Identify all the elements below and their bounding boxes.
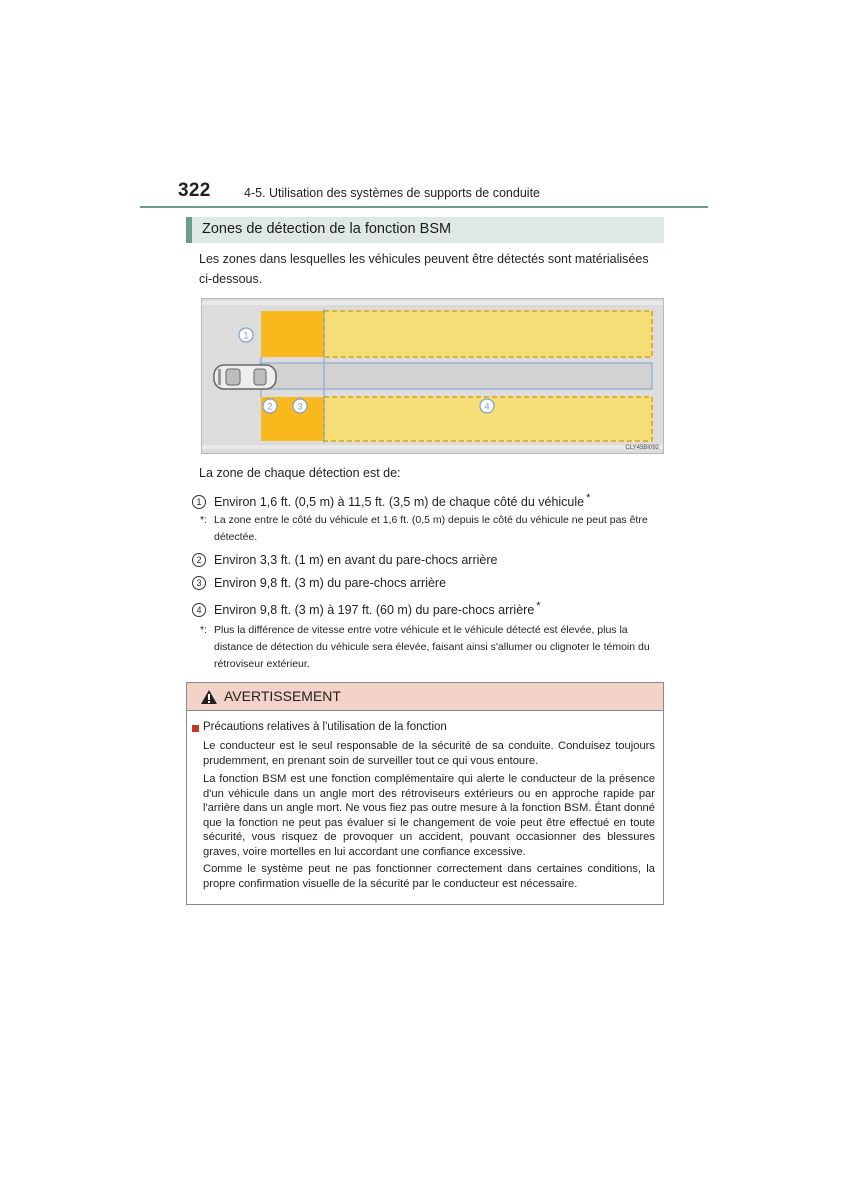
footnote-star: * (536, 600, 541, 612)
item-marker: 3 (192, 576, 206, 590)
page-number: 322 (178, 180, 211, 201)
svg-text:2: 2 (267, 401, 273, 412)
subsection-bar (186, 217, 664, 243)
list-item (192, 489, 590, 511)
lane-edge (202, 301, 663, 305)
car-icon (214, 365, 276, 389)
list-item (192, 551, 497, 569)
list-item (192, 574, 446, 592)
warning-heading: Précautions relatives à l'utilisation de la fonction (203, 721, 447, 733)
item-marker: 1 (192, 495, 206, 509)
footnote-text: Plus la différence de vitesse entre votre véhicule et le véhicule détecté est élevée, plus la distance de détection du véhicule sera élevée, faisant ainsi s'allumer ou clignoter le témoin du rétroviseur extérieur. (214, 624, 650, 670)
marker-4 (480, 399, 494, 413)
item-text: Environ 1,6 ft. (0,5 m) à 11,5 ft. (3,5 m) de chaque côté du véhicule (214, 495, 585, 509)
zone-4-upper (324, 311, 652, 357)
section-title: 4-5. Utilisation des systèmes de supports de conduite (244, 186, 540, 200)
item-marker: 2 (192, 553, 206, 567)
item-text: Environ 9,8 ft. (3 m) du pare-chocs arrière (214, 576, 447, 590)
subsection-title: Zones de détection de la fonction BSM (202, 221, 452, 237)
header-rule (140, 206, 708, 208)
detection-zone-diagram (201, 298, 664, 454)
guide-band (260, 363, 652, 389)
footnote-mark: *: (200, 514, 208, 526)
warning-triangle-icon (200, 689, 218, 705)
bullet-square (192, 725, 199, 732)
warning-header (187, 683, 663, 711)
zone-1 (261, 311, 324, 357)
marker-2 (263, 399, 277, 413)
footnote-mark: *: (200, 624, 208, 636)
warning-box (186, 682, 664, 905)
svg-text:4: 4 (484, 401, 490, 412)
diagram-code: CLY45BI092 (625, 445, 659, 451)
warning-paragraph: La fonction BSM est une fonction complémentaire qui alerte le conducteur de la présence d'un véhicule dans un angle mort des rétroviseurs extérieurs ou en approche rapide par l'arrière dans un angle mort. Ne vous fiez pas outre mesure à la fonction BSM. Étant donné que la fonction ne peut pas évaluer si le changement de voie peut être effectué en toute sécurité, vous risquez de provoquer un accident, pouvant occasionner des blessures graves, voire mortelles en lui accordant une confiance excessive. (203, 773, 655, 858)
item-text: Environ 3,3 ft. (1 m) en avant du pare-chocs arrière (214, 553, 498, 567)
warning-paragraph: Le conducteur est le seul responsable de la sécurité de sa conduite. Conduisez toujours prudemment, en prenant soin de surveiller tout ce qui vous entoure. (203, 740, 655, 767)
svg-text:3: 3 (297, 401, 303, 412)
footnote-text: La zone entre le côté du véhicule et 1,6 ft. (0,5 m) depuis le côté du véhicule ne peut pas être détectée. (214, 514, 648, 543)
item-marker: 4 (192, 603, 206, 617)
intro-text: Les zones dans lesquelles les véhicules peuvent être détectés sont matérialisées ci-dessous. (199, 252, 649, 286)
item-text: Environ 9,8 ft. (3 m) à 197 ft. (60 m) du pare-chocs arrière (214, 603, 535, 617)
warning-title: AVERTISSEMENT (224, 688, 341, 704)
marker-3 (293, 399, 307, 413)
marker-1 (239, 328, 253, 342)
zone-caption: La zone de chaque détection est de: (199, 466, 401, 480)
list-item (192, 597, 541, 619)
footnote-star: * (586, 492, 591, 504)
lane-edge (202, 445, 663, 449)
warning-paragraph: Comme le système peut ne pas fonctionner correctement dans certaines conditions, la propre confirmation visuelle de la sécurité par le conducteur est nécessaire. (203, 863, 655, 890)
svg-text:1: 1 (243, 330, 249, 341)
